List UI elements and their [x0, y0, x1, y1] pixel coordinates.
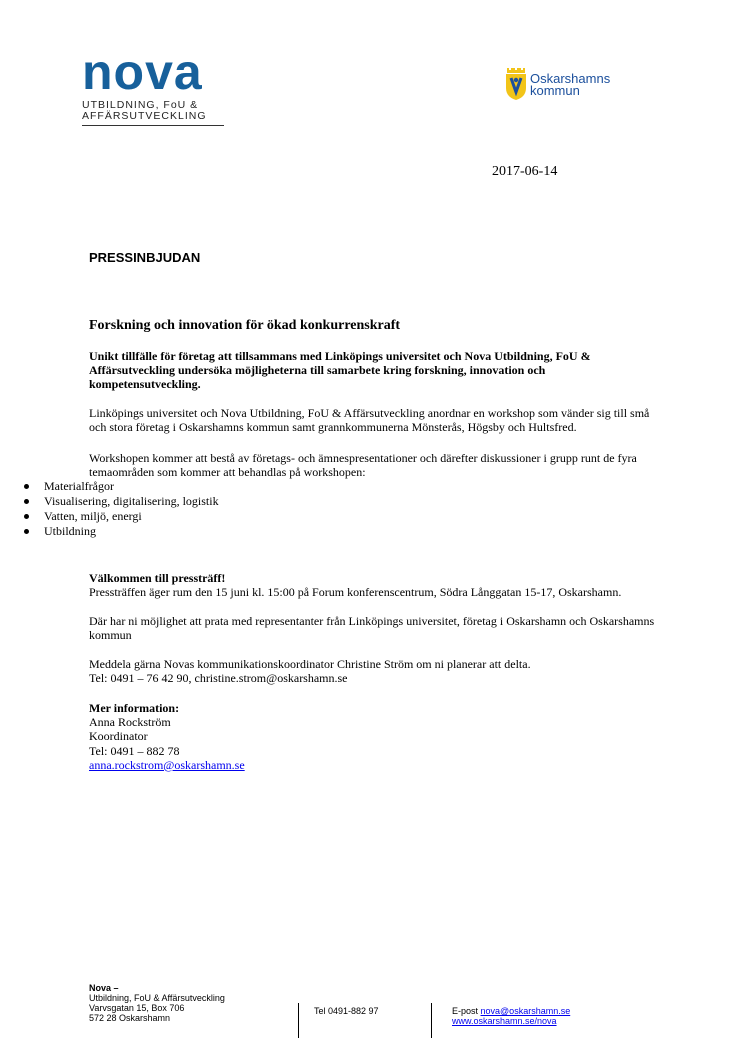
workshop-paragraph: Workshopen kommer att bestå av företags- och ämnespresentationer och därefter diskussioner i grupp runt de fyra temaområden som kommer att behandlas på workshopen: [89, 451, 637, 480]
footer-address [89, 983, 225, 1023]
list-item: Visualisering, digitalisering, logistik [44, 494, 544, 509]
crest-icon [505, 68, 527, 100]
contact-section [89, 657, 659, 685]
nova-logo-subtitle [82, 100, 224, 126]
topic-list [0, 479, 544, 539]
nova-logo [82, 44, 228, 126]
representatives-paragraph: Där har ni möjlighet att prata med representanter från Linköpings universitet, företag i Oskarshamn och Oskarshamns kommun [89, 614, 655, 643]
welcome-section [89, 571, 659, 599]
nova-logo-subtitle-line2: AFFÄRSUTVECKLING [82, 110, 207, 122]
welcome-text: Pressträffen äger rum den 15 juni kl. 15:00 på Forum konferenscentrum, Södra Långgatan 15-17, Oskarshamn. [89, 585, 622, 600]
more-info-heading: Mer information: [89, 701, 180, 715]
list-item: Materialfrågor [44, 479, 544, 494]
lead-paragraph: Unikt tillfälle för företag att tillsammans med Linköpings universitet och Nova Utbildning, FoU & Affärsutveckling undersöka möjligheterna till samarbete kring forskning, innovation och kompetensutveckling. [89, 349, 591, 392]
footer-line: Varvsgatan 15, Box 706 [89, 1003, 185, 1013]
intro-paragraph: Linköpings universitet och Nova Utbildning, FoU & Affärsutveckling anordnar en workshop som vänder sig till små och stora företag i Oskarshamns kommun samt grannkommunerna Mönsterås, Högsby och Hultsfred. [89, 406, 650, 435]
footer-divider [298, 1003, 299, 1038]
list-item: Utbildning [44, 524, 544, 539]
nova-logo-subtitle-line1: UTBILDNING, FoU & [82, 99, 199, 111]
municipality-name [530, 73, 610, 97]
footer-email-link[interactable]: nova@oskarshamn.se [480, 1006, 571, 1016]
footer-phone: Tel 0491-882 97 [314, 1006, 379, 1016]
list-item: Vatten, miljö, energi [44, 509, 544, 524]
footer-org: Nova – [89, 983, 119, 993]
municipality-logo [505, 68, 655, 104]
nova-logo-word: nova [82, 44, 203, 100]
more-info-name: Anna Rockström [89, 715, 171, 730]
welcome-heading: Välkommen till pressträff! [89, 571, 226, 585]
footer-line: 572 28 Oskarshamn [89, 1013, 171, 1023]
more-info-role: Koordinator [89, 729, 148, 744]
municipality-name-line1: Oskarshamns [530, 71, 611, 86]
footer-email-label: E-post [452, 1006, 479, 1016]
footer-line: Utbildning, FoU & Affärsutveckling [89, 993, 225, 1003]
footer-web-link[interactable]: www.oskarshamn.se/nova [452, 1016, 557, 1026]
more-info-email-link[interactable]: anna.rockstrom@oskarshamn.se [89, 757, 245, 772]
document-date: 2017-06-14 [492, 164, 558, 179]
contact-phone-line: Tel: 0491 – 76 42 90, christine.strom@oskarshamn.se [89, 671, 348, 686]
municipality-name-line2: kommun [530, 83, 580, 98]
headline: Forskning och innovation för ökad konkurrenskraft [89, 318, 401, 333]
more-info-section [89, 701, 659, 772]
document-type: PRESSINBJUDAN [89, 250, 201, 265]
more-info-tel: Tel: 0491 – 882 78 [89, 743, 180, 758]
contact-line: Meddela gärna Novas kommunikationskoordinator Christine Ström om ni planerar att delta. [89, 657, 531, 671]
footer-contact [452, 1006, 570, 1026]
footer-divider [431, 1003, 432, 1038]
